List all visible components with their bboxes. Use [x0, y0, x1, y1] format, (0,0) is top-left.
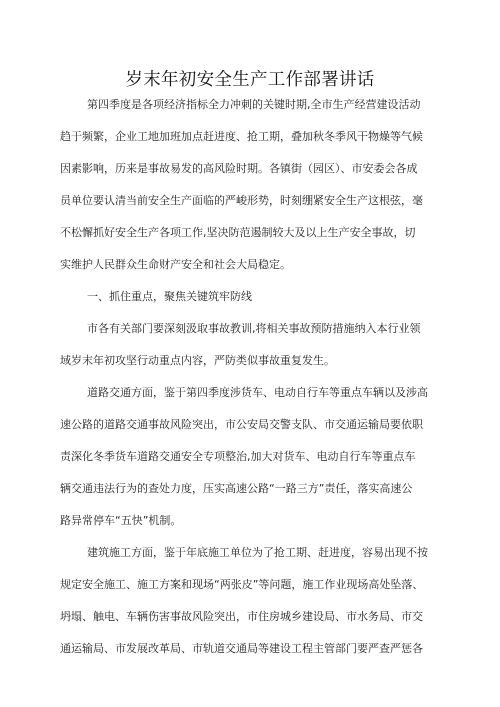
paragraph-line [0, 575, 500, 595]
line-text: 域岁末年初攻坚行动重点内容，严防类似事故重复发生。 [60, 354, 335, 367]
line-text: 实维护人民群众生命财产安全和社会大局稳定。 [60, 258, 291, 271]
line-text: 路异常停车“五快”机制。 [60, 514, 182, 527]
paragraph-line [0, 543, 500, 563]
line-text: 责深化冬季货车道路交通安全专项整治,加大对货车、电动自行车等重点车 [60, 450, 416, 463]
line-text: 通运输局、市发展改革局、市轨道交通局等建设工程主管部门要严查严惩各 [60, 642, 423, 655]
paragraph-line [0, 223, 500, 243]
paragraph-line [0, 415, 500, 435]
paragraph-line [0, 479, 500, 499]
line-text: 辆交通违法行为的查处力度，压实高速公路“一路三方”责任，落实高速公 [60, 482, 413, 495]
paragraph-line [0, 511, 500, 531]
paragraph-line [0, 383, 500, 403]
paragraph-line [0, 191, 500, 211]
paragraph-line [0, 351, 500, 371]
line-text: 速公路的道路交通事故风险突出，市公安局交警支队、市交通运输局要依职 [60, 418, 423, 431]
paragraph-line [0, 319, 500, 339]
line-text: 道路交通方面，鉴于第四季度涉货车、电动自行车等重点车辆以及涉高 [87, 386, 428, 399]
line-text: 员单位要认清当前安全生产面临的严峻形势，时刻绷紧安全生产这根弦，毫 [60, 194, 423, 207]
paragraph-line [0, 159, 500, 179]
paragraph-line [0, 607, 500, 627]
line-text: 坍塌、触电、车辆伤害事故风险突出，市住房城乡建设局、市水务局、市交 [60, 610, 423, 623]
paragraph-line [0, 255, 500, 275]
section-heading-text: 一、抓住重点，聚焦关键筑牢防线 [87, 290, 252, 303]
paragraph-line [0, 639, 500, 659]
line-text: 市各有关部门要深刻汲取事故教训,将相关事故预防措施纳入本行业领 [87, 322, 421, 335]
line-text: 因素影响，历来是事故易发的高风险时期。各镇街（园区）、市安委会各成 [60, 162, 418, 175]
paragraph-line [0, 447, 500, 467]
document-title: 岁末年初安全生产工作部署讲话 [125, 70, 375, 90]
line-text: 趋于频繁，企业工地加班加点赶进度、抢工期，叠加秋冬季风干物燥等气候 [60, 130, 423, 143]
line-text: 不松懈抓好安全生产各项工作,坚决防范遏制较大及以上生产安全事故，切 [60, 226, 416, 239]
section-heading [0, 287, 500, 307]
paragraph-line [0, 95, 500, 115]
line-text: 规定安全施工、施工方案和现场“两张皮”等问题，施工作业现场高处坠落、 [60, 578, 424, 591]
line-text: 建筑施工方面，鉴于年底施工单位为了抢工期、赶进度，容易出现不按 [87, 546, 428, 559]
line-text: 第四季度是各项经济指标全力冲刺的关键时期,全市生产经营建设活动 [87, 98, 421, 111]
paragraph-line [0, 127, 500, 147]
